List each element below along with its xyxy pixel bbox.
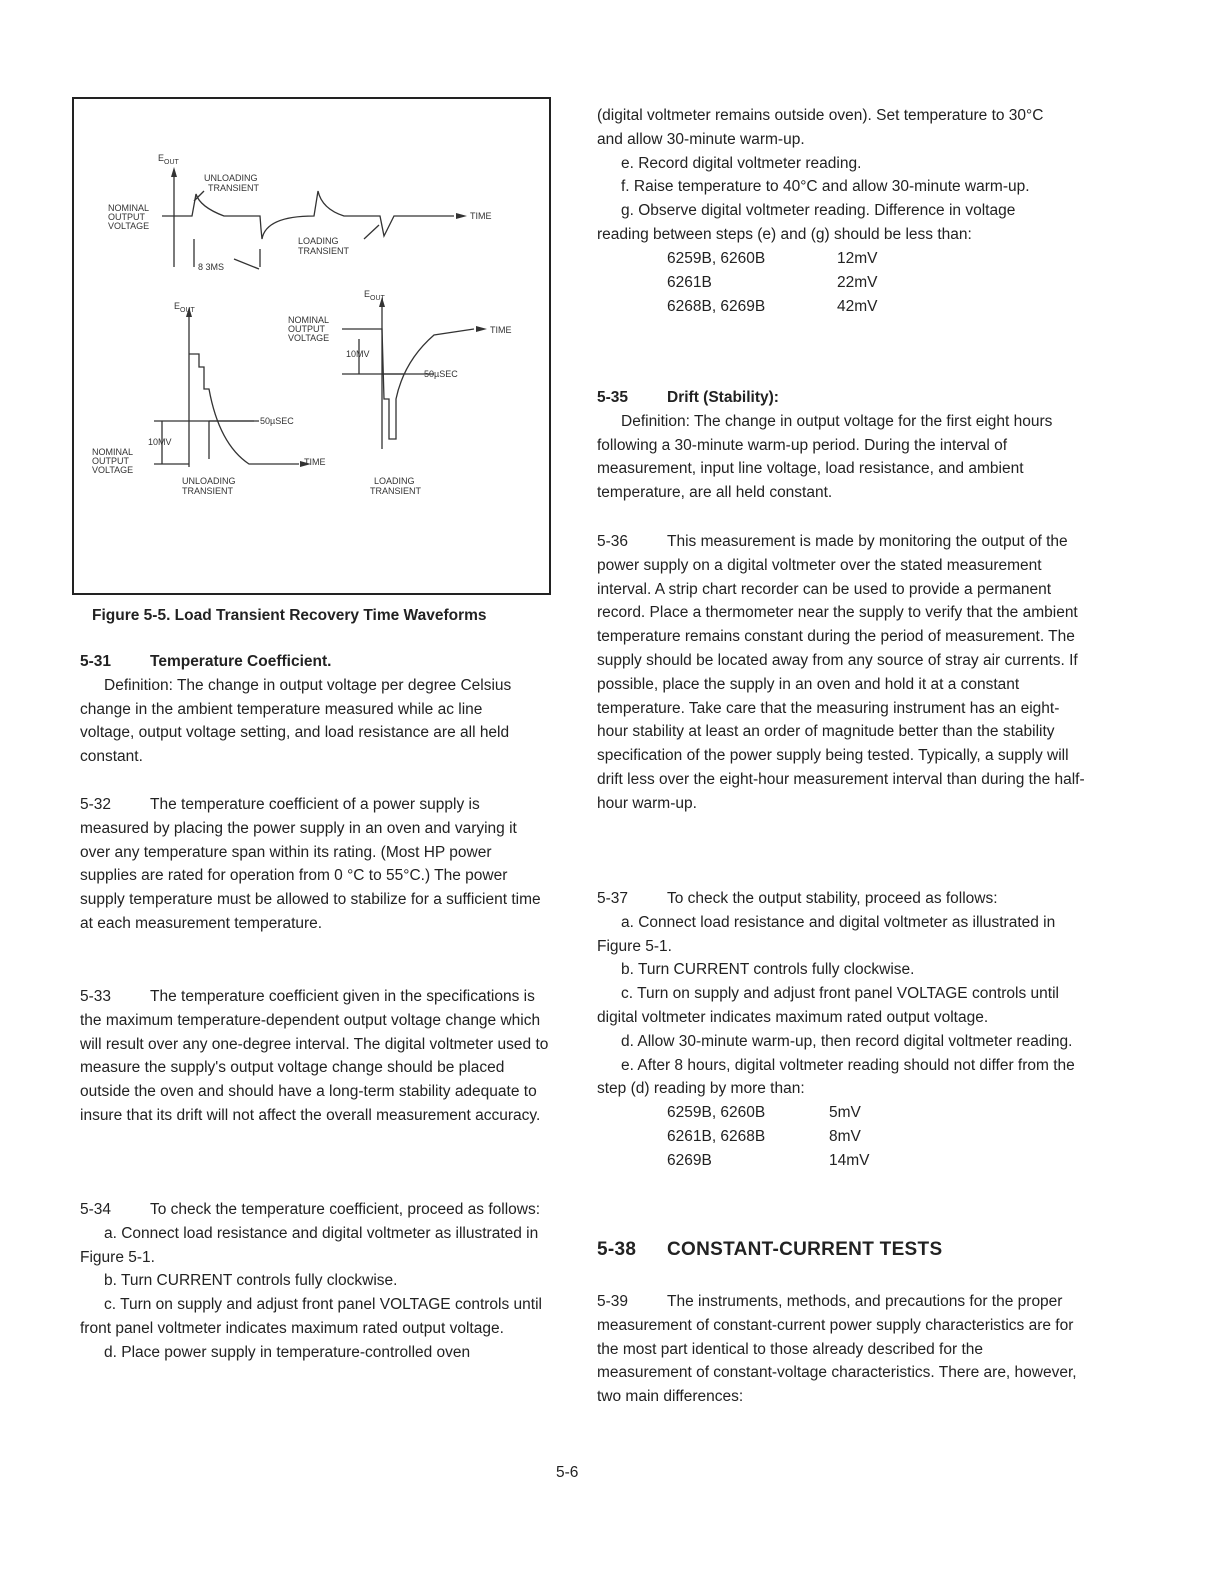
definition-text: Definition: The change in output voltage per degree Celsius change in the ambient temperature measured while ac line voltage, output voltage setting, and load resistance are all held constant. <box>80 676 512 766</box>
fig-3ms: 8 3MS <box>198 262 225 272</box>
value-cell: 22mV <box>837 273 878 291</box>
fig-nominal-1: NOMINAL <box>108 203 150 213</box>
fig-nominal-r3: VOLTAGE <box>288 333 330 343</box>
section-title: Temperature Coefficient. <box>150 653 332 670</box>
fig-50usec-left: 50µSEC <box>260 416 294 426</box>
fig-10mv-left: 10MV <box>148 437 172 447</box>
step-g: g. Observe digital voltmeter reading. Difference in voltage reading between steps (e) and (g) should be less than: <box>597 202 1016 243</box>
fig-nominal-l2: OUTPUT <box>92 456 129 466</box>
step-e: e. After 8 hours, digital voltmeter reading should not differ from the step (d) reading by more than: <box>597 1056 1075 1098</box>
fig-unloading-b1: UNLOADING <box>182 476 236 486</box>
load-transient-waveforms-diagram <box>74 99 553 597</box>
model-cell: 6259B, 6260B <box>667 1104 766 1122</box>
fig-nominal-r2: OUTPUT <box>288 324 325 334</box>
value-cell: 12mV <box>837 249 878 267</box>
fig-nominal-2: OUTPUT <box>108 212 145 222</box>
paragraph-text: To check the temperature coefficient, proceed as follows: <box>150 1201 541 1218</box>
page-number: 5-6 <box>556 1464 579 1481</box>
step-a: a. Connect load resistance and digital voltmeter as illustrated in Figure 5-1. <box>80 1224 539 1266</box>
value-cell: 42mV <box>837 297 878 315</box>
model-cell: 6269B <box>667 1152 712 1170</box>
para-number: 5-31 <box>80 653 112 670</box>
para-number: 5-38 <box>597 1239 637 1260</box>
figure-caption: Figure 5-5. Load Transient Recovery Time Waveforms <box>92 607 487 624</box>
model-cell: 6268B, 6269B <box>667 297 766 315</box>
model-cell: 6259B, 6260B <box>667 249 766 267</box>
fig-time-right: TIME <box>490 325 512 335</box>
table-row <box>667 1125 870 1149</box>
para-number: 5-39 <box>597 1293 629 1310</box>
model-cell: 6261B, 6268B <box>667 1128 766 1146</box>
table-row <box>667 247 878 271</box>
section-5-31 <box>80 650 540 769</box>
step-f: f. Raise temperature to 40°C and allow 30-minute warm-up. <box>621 178 1030 196</box>
table-row <box>667 271 878 295</box>
fig-nominal-r1: NOMINAL <box>288 315 330 325</box>
step-a: a. Connect load resistance and digital voltmeter as illustrated in Figure 5-1. <box>597 913 1056 955</box>
tc-limits-table <box>667 247 878 319</box>
fig-eout-left: $E_{OUT}$ <box>174 301 195 314</box>
section-5-36 <box>597 530 1087 816</box>
fig-50usec-right: 50µSEC <box>424 369 458 379</box>
para-number: 5-33 <box>80 988 112 1005</box>
step-d: d. Place power supply in temperature-controlled oven <box>104 1343 471 1361</box>
paragraph-text: The temperature coefficient of a power supply is measured by placing the power supply in an oven and varying it over any temperature span within its rating. (Most HP power supplies are rated for operation from 0 °C to 55°C.) The power supply temperature must be allowed to stabilize for a sufficient time at each measurement temperature. <box>80 796 541 932</box>
para-number: 5-36 <box>597 533 629 550</box>
step-d: d. Allow 30-minute warm-up, then record digital voltmeter reading. <box>621 1032 1073 1050</box>
para-number: 5-35 <box>597 389 629 406</box>
section-5-34-continued <box>597 104 1067 319</box>
step-d-continued: (digital voltmeter remains outside oven). Set temperature to 30°C and allow 30-minute warm-up. <box>597 107 1044 148</box>
section-5-32 <box>80 793 550 936</box>
section-5-38-heading <box>597 1238 1077 1262</box>
section-title: CONSTANT-CURRENT TESTS <box>667 1239 943 1260</box>
step-b: b. Turn CURRENT controls fully clockwise. <box>621 961 915 979</box>
fig-nominal-l3: VOLTAGE <box>92 465 134 475</box>
fig-time-top: TIME <box>470 211 492 221</box>
step-c: c. Turn on supply and adjust front panel VOLTAGE controls until digital voltmeter indicates maximum rated output voltage. <box>597 985 1059 1026</box>
fig-10mv-right: 10MV <box>346 349 370 359</box>
paragraph-text: The temperature coefficient given in the specifications is the maximum temperature-dependent output voltage change which will result over any one-degree interval. The digital voltmeter used to measure the supply's output voltage change should be placed outside the oven and should have a long-term stability adequate to insure that its drift will not affect the overall measurement accuracy. <box>80 988 549 1124</box>
fig-loading-top-1: LOADING <box>298 236 339 246</box>
fig-nominal-3: VOLTAGE <box>108 221 150 231</box>
model-cell: 6261B <box>667 273 712 291</box>
table-row <box>667 1101 870 1125</box>
fig-unloading-top-2: TRANSIENT <box>208 183 260 193</box>
section-5-37 <box>597 887 1077 1173</box>
section-title: Drift (Stability): <box>667 389 779 406</box>
section-5-34 <box>80 1198 550 1365</box>
para-number: 5-32 <box>80 796 112 813</box>
fig-unloading-top-1: UNLOADING <box>204 173 258 183</box>
value-cell: 5mV <box>829 1104 861 1122</box>
paragraph-text: To check the output stability, proceed as follows: <box>667 890 998 907</box>
fig-nominal-l1: NOMINAL <box>92 447 134 457</box>
drift-limits-table <box>667 1101 870 1173</box>
table-row <box>667 1149 870 1173</box>
fig-unloading-b2: TRANSIENT <box>182 486 234 496</box>
section-5-35 <box>597 386 1077 505</box>
fig-eout-top: $E_{OUT}$ <box>158 153 179 166</box>
paragraph-text: This measurement is made by monitoring the output of the power supply on a digital voltmeter over the stated measurement interval. A strip chart recorder can be used to provide a permanent record. Place a thermometer near the supply to verify that the ambient temperature remains constant during the period of measurement. The supply should be located away from any source of stray air currents. If possible, place the supply in an oven and hold it at a constant temperature. Take care that the measuring instrument has an eight-hour stability at least an order of magnitude better than the stability specification of the power supply being tested. Typically, a supply will drift less over the eight-hour measurement interval than during the half-hour warm-up. <box>597 533 1085 812</box>
definition-text: Definition: The change in output voltage for the first eight hours following a 30-minute warm-up period. During the interval of measurement, input line voltage, load resistance, and ambient temperature, are all held constant. <box>597 412 1053 502</box>
value-cell: 8mV <box>829 1128 861 1146</box>
fig-eout-right: $E_{OUT}$ <box>364 289 385 302</box>
fig-loading-b2: TRANSIENT <box>370 486 422 496</box>
step-b: b. Turn CURRENT controls fully clockwise. <box>104 1272 398 1290</box>
step-e: e. Record digital voltmeter reading. <box>621 154 862 172</box>
section-5-33 <box>80 985 550 1128</box>
section-5-39 <box>597 1290 1077 1409</box>
fig-loading-top-2: TRANSIENT <box>298 246 350 256</box>
value-cell: 14mV <box>829 1152 870 1170</box>
fig-time-left: TIME <box>304 457 326 467</box>
table-row <box>667 295 878 319</box>
para-number: 5-34 <box>80 1201 112 1218</box>
para-number: 5-37 <box>597 890 629 907</box>
figure-5-5 <box>72 97 551 595</box>
fig-loading-b1: LOADING <box>374 476 415 486</box>
step-c: c. Turn on supply and adjust front panel VOLTAGE controls until front panel voltmeter indicates maximum rated output voltage. <box>80 1296 542 1337</box>
paragraph-text: The instruments, methods, and precautions for the proper measurement of constant-current power supply characteristics are for the most part identical to those already described for the measurement of constant-voltage characteristics. There are, however, two main differences: <box>597 1293 1077 1406</box>
